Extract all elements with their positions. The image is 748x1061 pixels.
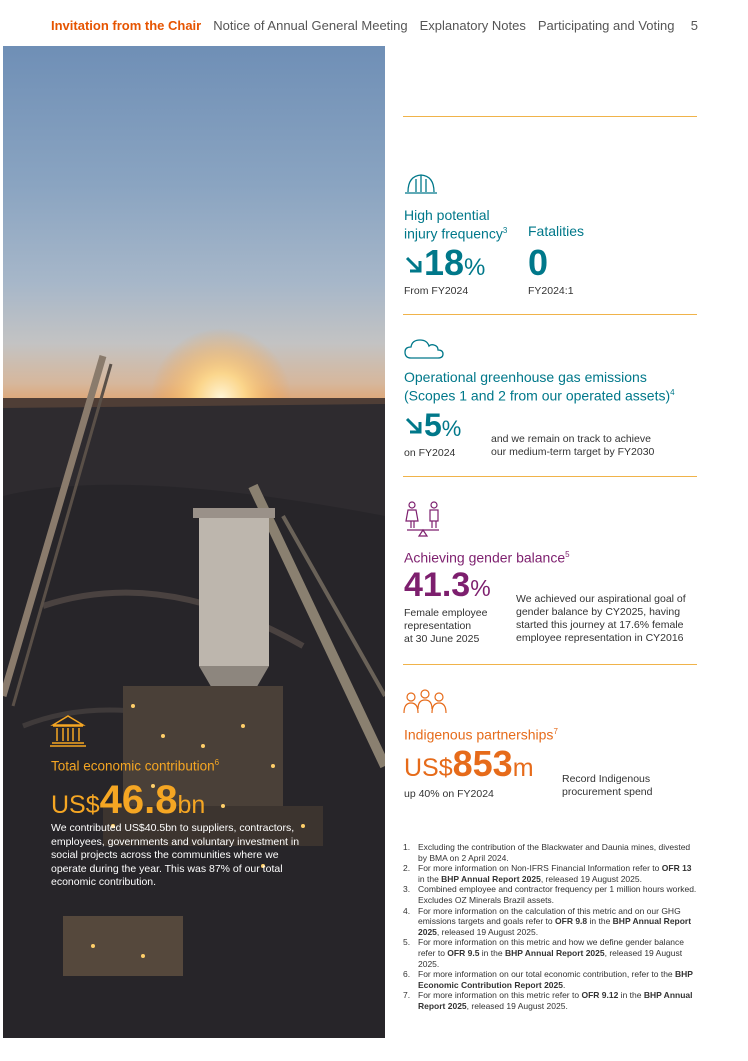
footnote-reference-bold: OFR 9.8 [555, 916, 588, 927]
gender-note [516, 593, 686, 645]
value-suffix: m [512, 754, 534, 782]
indigenous-note-line2: procurement spend [562, 786, 653, 798]
ghg-note-line1: and we remain on track to achieve [491, 433, 651, 445]
footnote-text: For more information on the calculation of this metric and on our GHG emissions targets and goals refer to [418, 905, 681, 927]
ghg-unit: % [441, 416, 462, 441]
gender-note-line3: started this journey at 17.6% female [516, 619, 684, 631]
footnote-item [403, 937, 699, 969]
cloud-icon [403, 337, 445, 361]
footnote-number: 7. [403, 990, 411, 1001]
footnote-text: , released 19 August 2025. [540, 873, 642, 884]
value-suffix: bn [177, 791, 206, 819]
hpi-title [404, 207, 507, 242]
ghg-value [404, 409, 461, 441]
footnote-number: 6. [403, 969, 411, 980]
fatalities-value: 0 [528, 242, 549, 283]
ghg-subtext: on FY2024 [404, 447, 456, 459]
gender-value [404, 568, 491, 602]
section-divider [403, 116, 697, 117]
footnote-number: 1. [403, 842, 411, 852]
footnote-reference-bold: OFR 13 [661, 863, 692, 874]
footnote-ref: 3 [502, 226, 508, 235]
hpi-number: 18 [424, 242, 465, 283]
indigenous-note-line1: Record Indigenous [562, 773, 651, 785]
nav-notice-of-agm[interactable]: Notice of Annual General Meeting [213, 17, 408, 33]
gender-note-line4: employee representation in CY2016 [516, 632, 684, 644]
hpi-unit: % [464, 254, 486, 281]
economic-title-text: Total economic contribution [51, 758, 215, 774]
nav-explanatory-notes[interactable]: Explanatory Notes [419, 17, 526, 33]
top-navigation [51, 17, 698, 33]
footnote-ref: 6 [214, 758, 220, 767]
hard-hat-icon [403, 171, 439, 197]
indigenous-title [404, 724, 558, 743]
hpi-title-line1: High potential [404, 207, 490, 223]
ghg-title-line2: (Scopes 1 and 2 from our operated assets) [404, 387, 671, 404]
fatalities-subtext: FY2024:1 [528, 285, 574, 297]
footnote-text: in the [418, 873, 442, 884]
footnote-text: For more information on Non-IFRS Financial Information refer to [418, 863, 662, 874]
hpi-title-line2: injury frequency [404, 225, 503, 242]
footnote-text: Combined employee and contractor frequency per 1 million hours worked. Excludes OZ Minerals Brazil assets. [418, 884, 697, 905]
gender-sub-line1: Female employee [404, 607, 488, 619]
gender-balance-icon [403, 501, 443, 537]
footnote-item [403, 884, 699, 905]
arrow-down-right-icon [404, 255, 424, 275]
ghg-note-line2: our medium-term target by FY2030 [491, 446, 655, 458]
ghg-title [404, 369, 675, 404]
economic-contribution-title [51, 758, 219, 774]
page-number: 5 [690, 17, 698, 33]
gender-note-line2: gender balance by CY2025, having [516, 606, 681, 618]
footnote-text: For more information on our total economic contribution, refer to the [418, 969, 676, 980]
footnote-text: in the [587, 916, 613, 927]
footnote-reference-bold: BHP Annual Report 2025 [504, 947, 605, 958]
gender-title-text: Achieving gender balance [404, 549, 566, 566]
gender-number: 41.3 [404, 566, 471, 604]
footnote-text: For more information on this metric refer to [418, 990, 582, 1001]
footnote-text: in the [618, 990, 644, 1001]
footnote-reference-bold: OFR 9.12 [581, 990, 619, 1001]
footnote-text: For more information on this metric and how we define gender balance refer to [418, 937, 685, 958]
footnote-text: Excluding the contribution of the Blackwater and Daunia mines, divested by BMA on 2 April 2024. [418, 842, 691, 863]
footnote-text: in the [479, 947, 505, 958]
indigenous-note [562, 773, 652, 799]
gender-note-line1: We achieved our aspirational goal of [516, 593, 686, 605]
ghg-note [491, 433, 654, 459]
footnote-ref: 4 [670, 388, 675, 397]
indigenous-value [404, 743, 534, 784]
footnote-reference-bold: BHP Annual Report 2025 [441, 873, 541, 884]
nav-participating-and-voting[interactable]: Participating and Voting [537, 17, 675, 33]
gender-unit: % [470, 575, 491, 601]
economic-contribution-description: We contributed US$40.5bn to suppliers, contractors, employees, governments and voluntary investment in social projects across the communities where we operate during the year. This was 87% of our total economic contribution. [51, 822, 300, 888]
gender-title [404, 547, 570, 566]
footnote-reference-bold: BHP Economic Contribution Report 2025 [418, 969, 693, 990]
footnote-item [403, 842, 699, 863]
economic-value-number: 46.8 [99, 778, 178, 822]
gender-sub-line3: at 30 June 2025 [404, 633, 480, 645]
economic-contribution-value [51, 780, 205, 820]
footnote-item [403, 863, 699, 884]
ghg-number: 5 [424, 407, 442, 443]
hpi-value [404, 242, 486, 283]
people-group-icon [403, 689, 447, 715]
currency-prefix: US$ [51, 791, 100, 819]
fatalities-title: Fatalities [528, 223, 585, 239]
footnote-item [403, 969, 699, 990]
footnote-number: 2. [403, 863, 411, 874]
footnote-item [403, 906, 699, 938]
footnote-text: , released 19 August 2025. [418, 947, 683, 969]
footnotes-list [403, 842, 699, 1012]
gender-sub-line2: representation [404, 620, 472, 632]
indigenous-title-text: Indigenous partnerships [404, 726, 554, 743]
footnote-text: . [563, 979, 566, 990]
footnote-text: , released 19 August 2025. [436, 926, 539, 937]
footnote-reference-bold: OFR 9.5 [447, 947, 480, 958]
indigenous-subtext: up 40% on FY2024 [404, 788, 494, 800]
indigenous-number: 853 [452, 743, 513, 784]
footnote-reference-bold: BHP Annual Report 2025 [418, 916, 692, 937]
section-divider [403, 314, 697, 315]
section-divider [403, 664, 697, 665]
footnote-reference-bold: BHP Annual Report 2025 [418, 990, 693, 1011]
footnote-item [403, 990, 699, 1011]
hpi-subtext: From FY2024 [404, 285, 469, 297]
building-columns-icon [49, 713, 87, 749]
ghg-title-line1: Operational greenhouse gas emissions [404, 369, 647, 385]
footnote-ref: 5 [565, 550, 570, 559]
section-divider [403, 476, 697, 477]
footnote-number: 5. [403, 937, 411, 948]
arrow-down-right-icon [404, 416, 424, 436]
footnote-number: 4. [403, 905, 411, 916]
footnote-ref: 7 [553, 727, 558, 736]
nav-invitation-from-chair[interactable]: Invitation from the Chair [51, 17, 202, 33]
currency-prefix: US$ [404, 754, 453, 782]
footnote-number: 3. [403, 884, 411, 895]
gender-subtext [404, 607, 487, 646]
footnote-text: , released 19 August 2025. [466, 1000, 568, 1011]
